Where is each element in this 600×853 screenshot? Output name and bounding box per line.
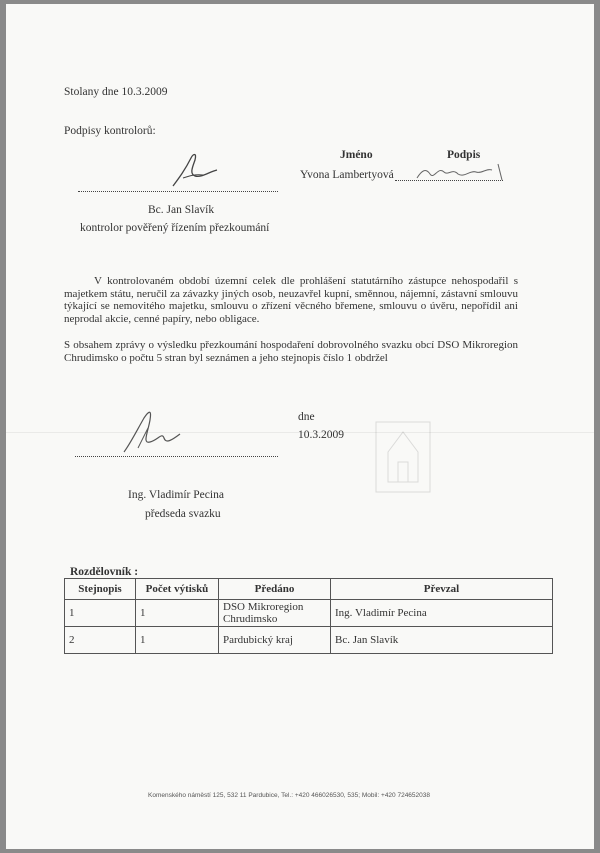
ack-date-label: dne: [298, 411, 315, 423]
chairman-signature: [118, 404, 188, 456]
cell-handed-over: Pardubický kraj: [219, 627, 331, 654]
controller-name: Bc. Jan Slavík: [148, 204, 215, 216]
signatures-label: Podpisy kontrolorů:: [64, 125, 156, 137]
acknowledgement-paragraph: S obsahem zprávy o výsledku přezkoumání hospodaření dobrovolného svazku obcí DSO Mikroregion Chrudimsko o počtu 5 stran byl seznámen a jeho stejnopis číslo 1 obdržel: [64, 339, 518, 364]
chairman-name: Ing. Vladimír Pecina: [128, 489, 224, 501]
cell-count: 1: [136, 627, 219, 654]
cell-count: 1: [136, 600, 219, 627]
chairman-signature-line: [75, 456, 278, 457]
declaration-paragraph: V kontrolovaném období územní celek dle prohlášení statutárního zástupce nehospodařil s majetkem státu, neručil za závazky jiných osob, neuzavřel kupní, směnnou, nájemní, zástavní smlouvu týkající se nemovitého majetku, smlouvu o zřízení věcného břemene, smlouvu o úvěru, nepořídil ani neprodal akcie, cenné papíry, nebo obligace.: [64, 275, 518, 325]
cell-handed-over: DSO Mikroregion Chrudimsko: [219, 600, 331, 627]
header-handed-over: Předáno: [219, 579, 331, 600]
controller-signature: [165, 148, 225, 190]
official-stamp: [368, 412, 438, 502]
cell-received-by: Ing. Vladimír Pecina: [331, 600, 553, 627]
ack-date: 10.3.2009: [298, 429, 344, 441]
signature-column-heading: Podpis: [447, 149, 481, 161]
member-signature: [412, 160, 512, 186]
table-row: [65, 600, 553, 627]
distribution-title: Rozdělovník :: [70, 566, 139, 578]
place-date: Stolany dne 10.3.2009: [64, 86, 168, 98]
controller-signature-line: [78, 191, 278, 192]
cell-received-by: Bc. Jan Slavík: [331, 627, 553, 654]
cell-copy: 2: [65, 627, 136, 654]
distribution-table: [64, 578, 553, 654]
cell-copy: 1: [65, 600, 136, 627]
footer-contact: Komenského náměstí 125, 532 11 Pardubice, Tel.: +420 466026530, 535; Mobil: +420 724652038: [148, 792, 431, 799]
header-copy: Stejnopis: [65, 579, 136, 600]
controller-member-name: Yvona Lambertyová: [300, 169, 394, 181]
chairman-role: předseda svazku: [145, 508, 221, 520]
table-header-row: [65, 579, 553, 600]
header-count: Počet výtisků: [136, 579, 219, 600]
table-row: [65, 627, 553, 654]
controller-role: kontrolor pověřený řízením přezkoumání: [80, 222, 270, 234]
header-received-by: Převzal: [331, 579, 553, 600]
name-column-heading: Jméno: [340, 149, 373, 161]
